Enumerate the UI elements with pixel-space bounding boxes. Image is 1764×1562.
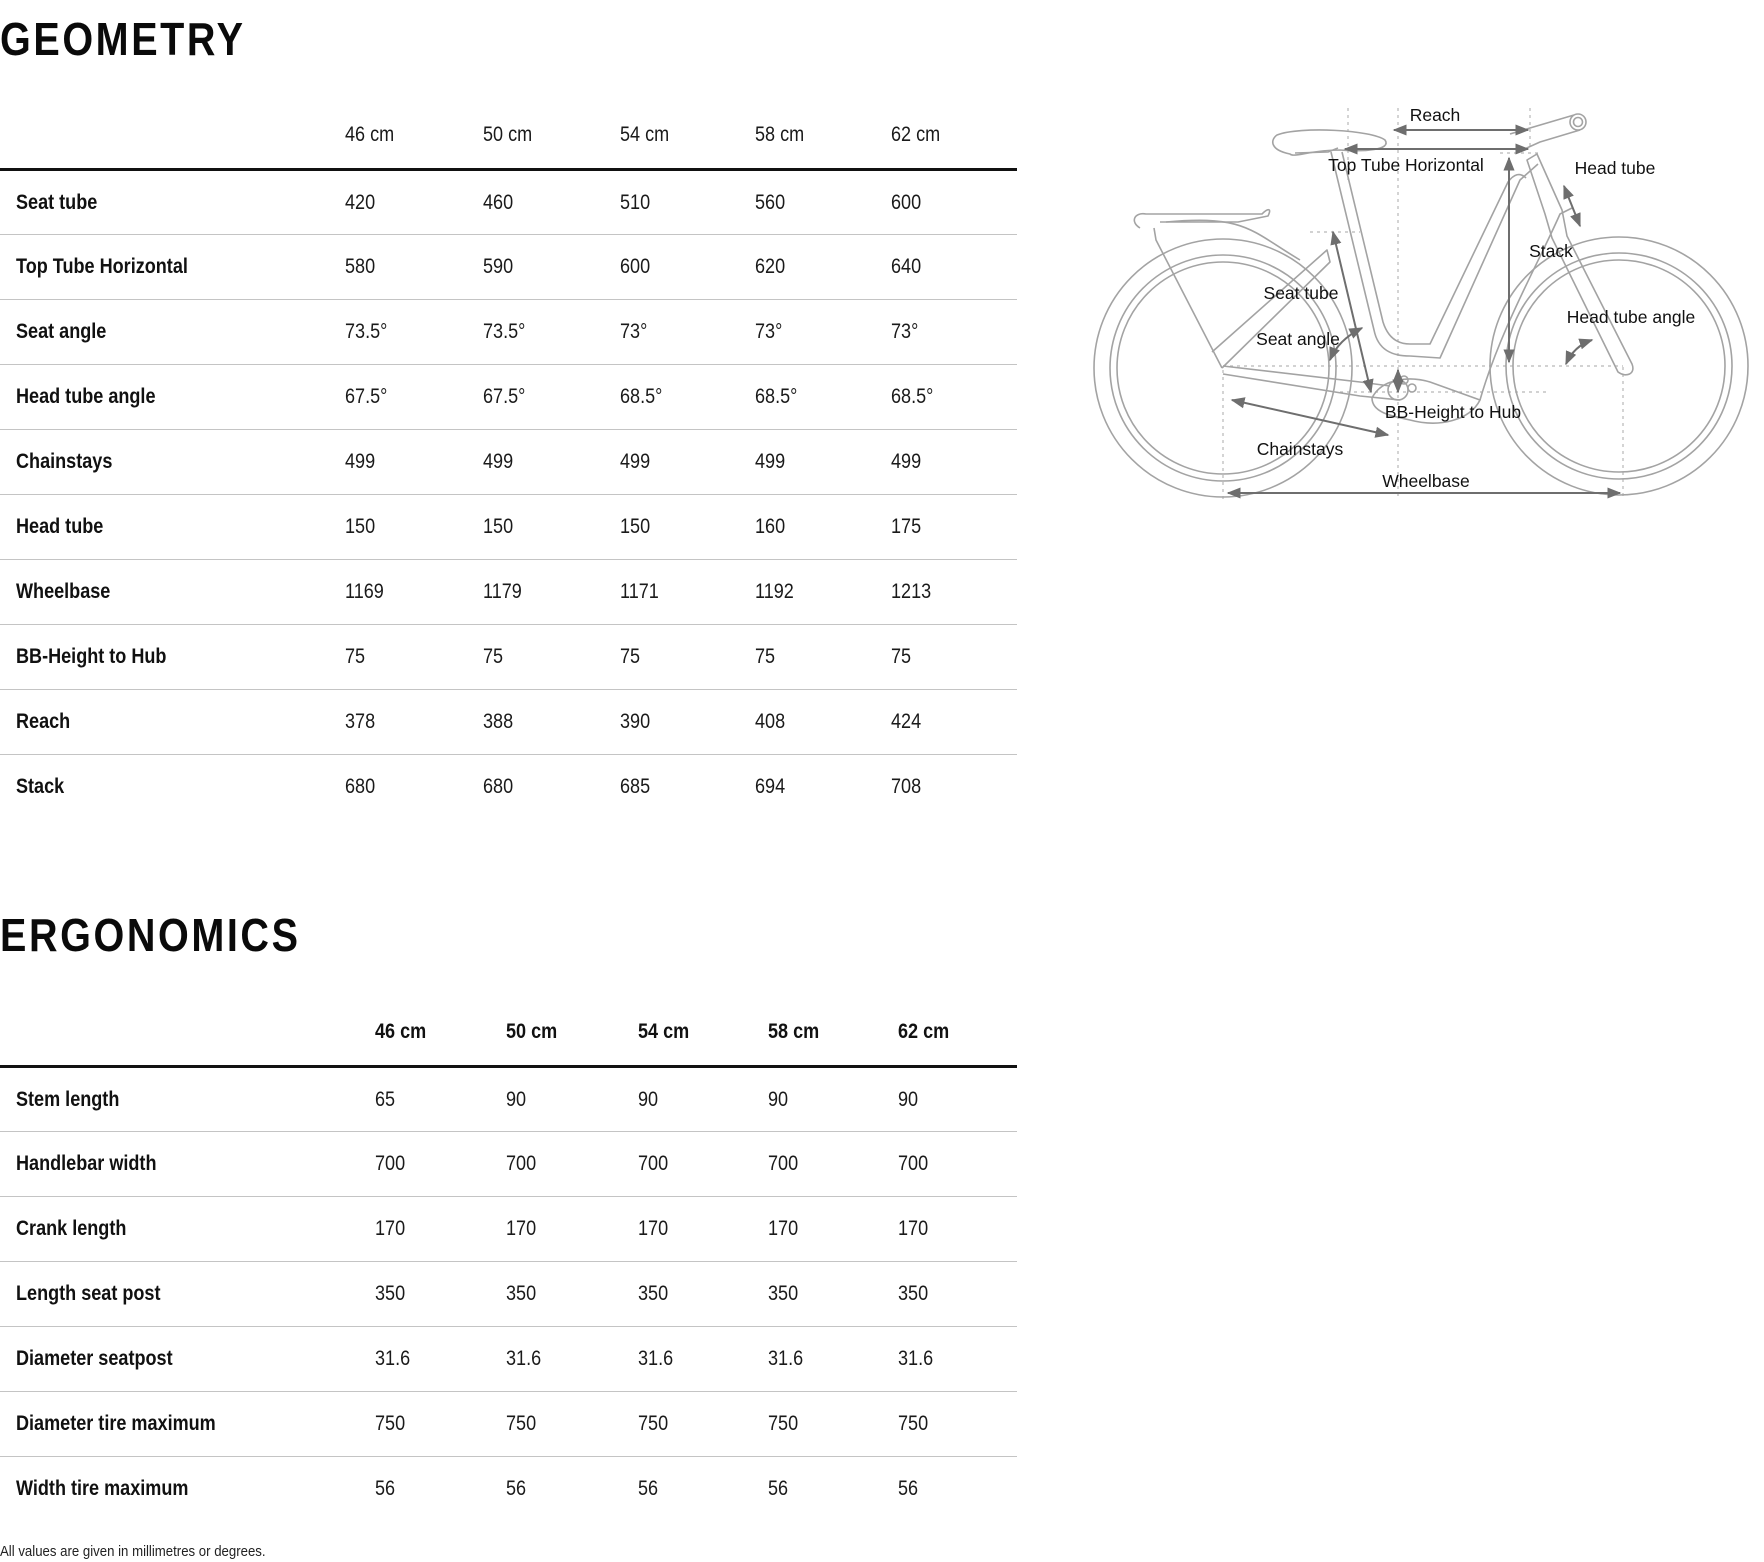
cell-value: 170 — [506, 1217, 537, 1240]
cell-value: 700 — [506, 1152, 537, 1175]
geometry-size-header: 50 cm — [483, 123, 533, 146]
cell-value: 73° — [620, 320, 648, 343]
cell-value: 67.5° — [483, 385, 526, 408]
cell-value: 499 — [891, 450, 922, 473]
cell-value: 750 — [638, 1412, 669, 1435]
cell-value: 31.6 — [506, 1347, 542, 1370]
geometry-size-header: 62 cm — [891, 123, 941, 146]
cell-value: 90 — [768, 1087, 789, 1111]
diagram-label-head-tube-angle: Head tube angle — [1566, 307, 1696, 327]
cell-value: 685 — [620, 775, 651, 799]
cell-value: 350 — [375, 1282, 406, 1305]
cell-value: 175 — [891, 515, 922, 538]
geometry-header-row — [0, 102, 1017, 170]
cell-value: 620 — [755, 255, 786, 278]
cell-value: 75 — [620, 645, 641, 668]
diagram-label-stack: Stack — [1529, 241, 1573, 261]
row-label: Seat angle — [16, 320, 107, 343]
row-label: Stack — [16, 775, 65, 799]
cell-value: 499 — [345, 450, 376, 473]
ergonomics-size-header: 58 cm — [768, 1020, 820, 1043]
cell-value: 170 — [375, 1217, 406, 1240]
cell-value: 170 — [898, 1217, 929, 1240]
cell-value: 750 — [506, 1412, 537, 1435]
cell-value: 75 — [755, 645, 776, 668]
cell-value: 408 — [755, 710, 786, 733]
cell-value: 350 — [638, 1282, 669, 1305]
cell-value: 75 — [891, 645, 912, 668]
cell-value: 580 — [345, 255, 376, 278]
row-label: Reach — [16, 710, 71, 733]
cell-value: 170 — [768, 1217, 799, 1240]
cell-value: 75 — [483, 645, 504, 668]
cell-value: 750 — [898, 1412, 929, 1435]
row-label: Chainstays — [16, 450, 113, 473]
cell-value: 1169 — [345, 580, 384, 603]
cell-value: 708 — [891, 775, 922, 799]
row-label: Handlebar width — [16, 1152, 157, 1175]
cell-value: 90 — [638, 1087, 659, 1111]
cell-value: 90 — [506, 1087, 527, 1111]
cell-value: 31.6 — [768, 1347, 804, 1370]
cell-value: 31.6 — [375, 1347, 411, 1370]
table-row — [0, 430, 1017, 495]
table-row — [0, 170, 1017, 235]
cell-value: 160 — [755, 515, 786, 538]
table-row — [0, 1132, 1017, 1197]
cell-value: 56 — [768, 1477, 789, 1501]
cell-value: 750 — [375, 1412, 406, 1435]
ergonomics-table — [0, 999, 1017, 1522]
cell-value: 73.5° — [345, 320, 388, 343]
cell-value: 350 — [898, 1282, 929, 1305]
table-row — [0, 690, 1017, 755]
row-label: Diameter seatpost — [16, 1347, 173, 1370]
cell-value: 424 — [891, 710, 922, 733]
row-label: Wheelbase — [16, 580, 111, 603]
row-label: Width tire maximum — [16, 1477, 189, 1501]
table-row — [0, 1327, 1017, 1392]
table-row — [0, 755, 1017, 820]
cell-value: 1179 — [483, 580, 522, 603]
cell-value: 700 — [375, 1152, 406, 1175]
ergonomics-size-header: 62 cm — [898, 1020, 950, 1043]
cell-value: 560 — [755, 190, 786, 214]
cell-value: 90 — [898, 1087, 919, 1111]
cell-value: 700 — [638, 1152, 669, 1175]
diagram-label-seat-angle: Seat angle — [1256, 329, 1340, 349]
table-row — [0, 300, 1017, 365]
cell-value: 75 — [345, 645, 366, 668]
table-row — [0, 625, 1017, 690]
cell-value: 388 — [483, 710, 514, 733]
table-row — [0, 1067, 1017, 1132]
cell-value: 1213 — [891, 580, 932, 603]
cell-value: 68.5° — [620, 385, 663, 408]
cell-value: 1192 — [755, 580, 794, 603]
cell-value: 67.5° — [345, 385, 388, 408]
cell-value: 510 — [620, 190, 651, 214]
table-row — [0, 1262, 1017, 1327]
table-row — [0, 235, 1017, 300]
geometry-size-header: 58 cm — [755, 123, 805, 146]
units-footnote: All values are given in millimetres or degrees. — [0, 1543, 266, 1560]
cell-value: 31.6 — [898, 1347, 934, 1370]
cell-value: 694 — [755, 775, 786, 799]
row-label: BB-Height to Hub — [16, 645, 167, 668]
ergonomics-header-label — [0, 999, 375, 1067]
cell-value: 350 — [768, 1282, 799, 1305]
row-label: Top Tube Horizontal — [16, 255, 188, 278]
cell-value: 150 — [620, 515, 651, 538]
bike-geometry-diagram-icon — [1080, 90, 1764, 520]
cell-value: 499 — [755, 450, 786, 473]
cell-value: 150 — [345, 515, 376, 538]
table-row — [0, 560, 1017, 625]
geometry-title: GEOMETRY — [0, 13, 246, 65]
row-label: Seat tube — [16, 190, 98, 214]
cell-value: 1171 — [620, 580, 659, 603]
row-label: Length seat post — [16, 1282, 161, 1305]
cell-value: 680 — [345, 775, 376, 799]
cell-value: 56 — [506, 1477, 527, 1501]
table-row — [0, 1392, 1017, 1457]
row-label: Stem length — [16, 1087, 120, 1111]
cell-value: 68.5° — [891, 385, 934, 408]
row-label: Diameter tire maximum — [16, 1412, 216, 1435]
row-label: Crank length — [16, 1217, 127, 1240]
cell-value: 460 — [483, 190, 514, 214]
cell-value: 499 — [483, 450, 514, 473]
geometry-size-header: 46 cm — [345, 123, 395, 146]
cell-value: 73.5° — [483, 320, 526, 343]
ergonomics-title: ERGONOMICS — [0, 909, 301, 961]
table-row — [0, 365, 1017, 430]
cell-value: 56 — [898, 1477, 919, 1501]
cell-value: 600 — [620, 255, 651, 278]
ergonomics-size-header: 54 cm — [638, 1020, 690, 1043]
cell-value: 499 — [620, 450, 651, 473]
cell-value: 350 — [506, 1282, 537, 1305]
cell-value: 680 — [483, 775, 514, 799]
cell-value: 378 — [345, 710, 376, 733]
diagram-label-reach: Reach — [1409, 105, 1461, 125]
cell-value: 65 — [375, 1087, 396, 1111]
cell-value: 390 — [620, 710, 651, 733]
geometry-header-label — [0, 102, 345, 170]
cell-value: 150 — [483, 515, 514, 538]
table-row — [0, 1457, 1017, 1522]
cell-value: 73° — [891, 320, 919, 343]
table-row — [0, 495, 1017, 560]
diagram-label-head-tube: Head tube — [1574, 158, 1656, 178]
cell-value: 56 — [375, 1477, 396, 1501]
cell-value: 68.5° — [755, 385, 798, 408]
cell-value: 73° — [755, 320, 783, 343]
cell-value: 700 — [768, 1152, 799, 1175]
ergonomics-size-header: 46 cm — [375, 1020, 427, 1043]
cell-value: 56 — [638, 1477, 659, 1501]
cell-value: 640 — [891, 255, 922, 278]
geometry-table — [0, 102, 1017, 820]
diagram-label-bb-height-to-hub: BB-Height to Hub — [1384, 402, 1522, 422]
cell-value: 31.6 — [638, 1347, 674, 1370]
cell-value: 420 — [345, 190, 376, 214]
cell-value: 700 — [898, 1152, 929, 1175]
cell-value: 750 — [768, 1412, 799, 1435]
ergonomics-size-header: 50 cm — [506, 1020, 558, 1043]
diagram-label-seat-tube: Seat tube — [1263, 283, 1339, 303]
cell-value: 170 — [638, 1217, 669, 1240]
geometry-size-header: 54 cm — [620, 123, 670, 146]
ergonomics-header-row — [0, 999, 1017, 1067]
diagram-label-wheelbase: Wheelbase — [1382, 471, 1470, 491]
cell-value: 600 — [891, 190, 922, 214]
cell-value: 590 — [483, 255, 514, 278]
diagram-label-chainstays: Chainstays — [1256, 439, 1344, 459]
row-label: Head tube — [16, 515, 104, 538]
diagram-label-top-tube-horizontal: Top Tube Horizontal — [1328, 155, 1484, 175]
row-label: Head tube angle — [16, 385, 156, 408]
table-row — [0, 1197, 1017, 1262]
